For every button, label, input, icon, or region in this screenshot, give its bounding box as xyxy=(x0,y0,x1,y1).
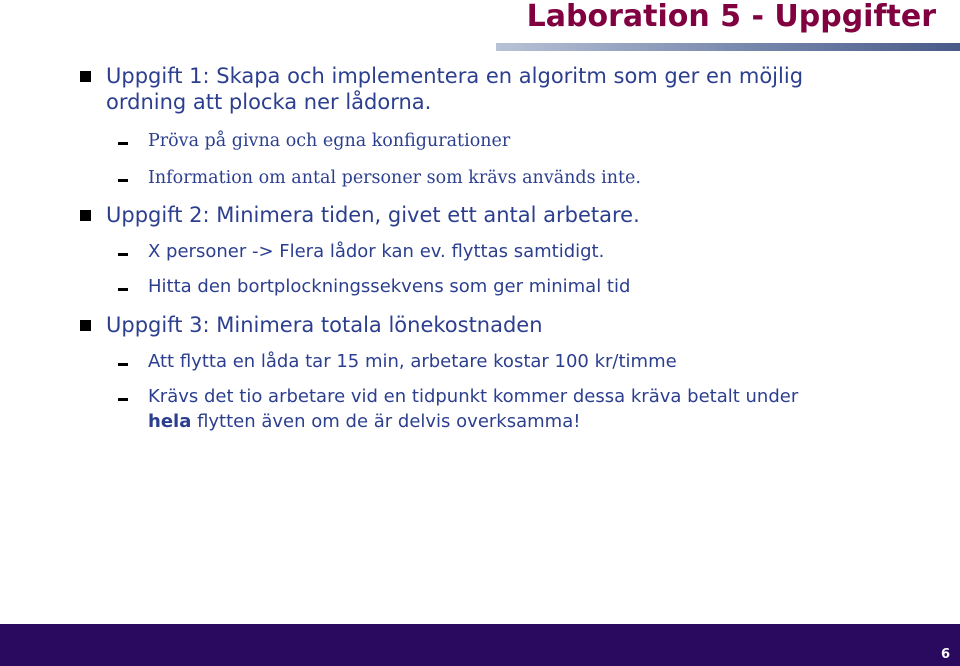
footer-bar xyxy=(0,624,960,666)
sub-bullet-text: Att flytta en låda tar 15 min, arbetare kostar 100 kr/timme xyxy=(148,351,677,372)
bullet-text-continued: ordning att plocka ner lådorna. xyxy=(106,90,432,114)
square-bullet-icon xyxy=(80,71,91,82)
sub-bullet-text: Krävs det tio arbetare vid en tidpunkt kommer dessa kräva betalt under xyxy=(148,386,799,407)
sub-bullet-text: Information om antal personer som krävs används inte. xyxy=(148,168,641,188)
page-number: 6 xyxy=(940,647,950,662)
square-bullet-icon xyxy=(80,210,91,221)
dash-bullet-icon xyxy=(118,363,128,366)
title-underline-bar xyxy=(496,43,960,51)
dash-bullet-icon xyxy=(118,253,128,256)
sub-bullet-text: Hitta den bortplockningssekvens som ger minimal tid xyxy=(148,276,631,297)
emphasis-text: hela xyxy=(148,411,192,432)
dash-bullet-icon xyxy=(118,398,128,401)
sub-bullet-text-continued xyxy=(148,410,580,434)
bullet-text: Uppgift 2: Minimera tiden, givet ett antal arbetare. xyxy=(106,203,640,227)
dash-bullet-icon xyxy=(118,179,128,182)
bullet-text: Uppgift 3: Minimera totala lönekostnaden xyxy=(106,313,543,337)
dash-bullet-icon xyxy=(118,288,128,291)
sub-bullet-text: Pröva på givna och egna konfigurationer xyxy=(148,131,511,151)
square-bullet-icon xyxy=(80,320,91,331)
slide-title: Laboration 5 - Uppgifter xyxy=(526,0,936,34)
bullet-text: Uppgift 1: Skapa och implementera en algoritm som ger en möjlig xyxy=(106,64,804,88)
dash-bullet-icon xyxy=(118,142,128,145)
sub-bullet-text-rest: flytten även om de är delvis overksamma! xyxy=(191,411,581,432)
sub-bullet-text: X personer -> Flera lådor kan ev. flyttas samtidigt. xyxy=(148,241,605,262)
